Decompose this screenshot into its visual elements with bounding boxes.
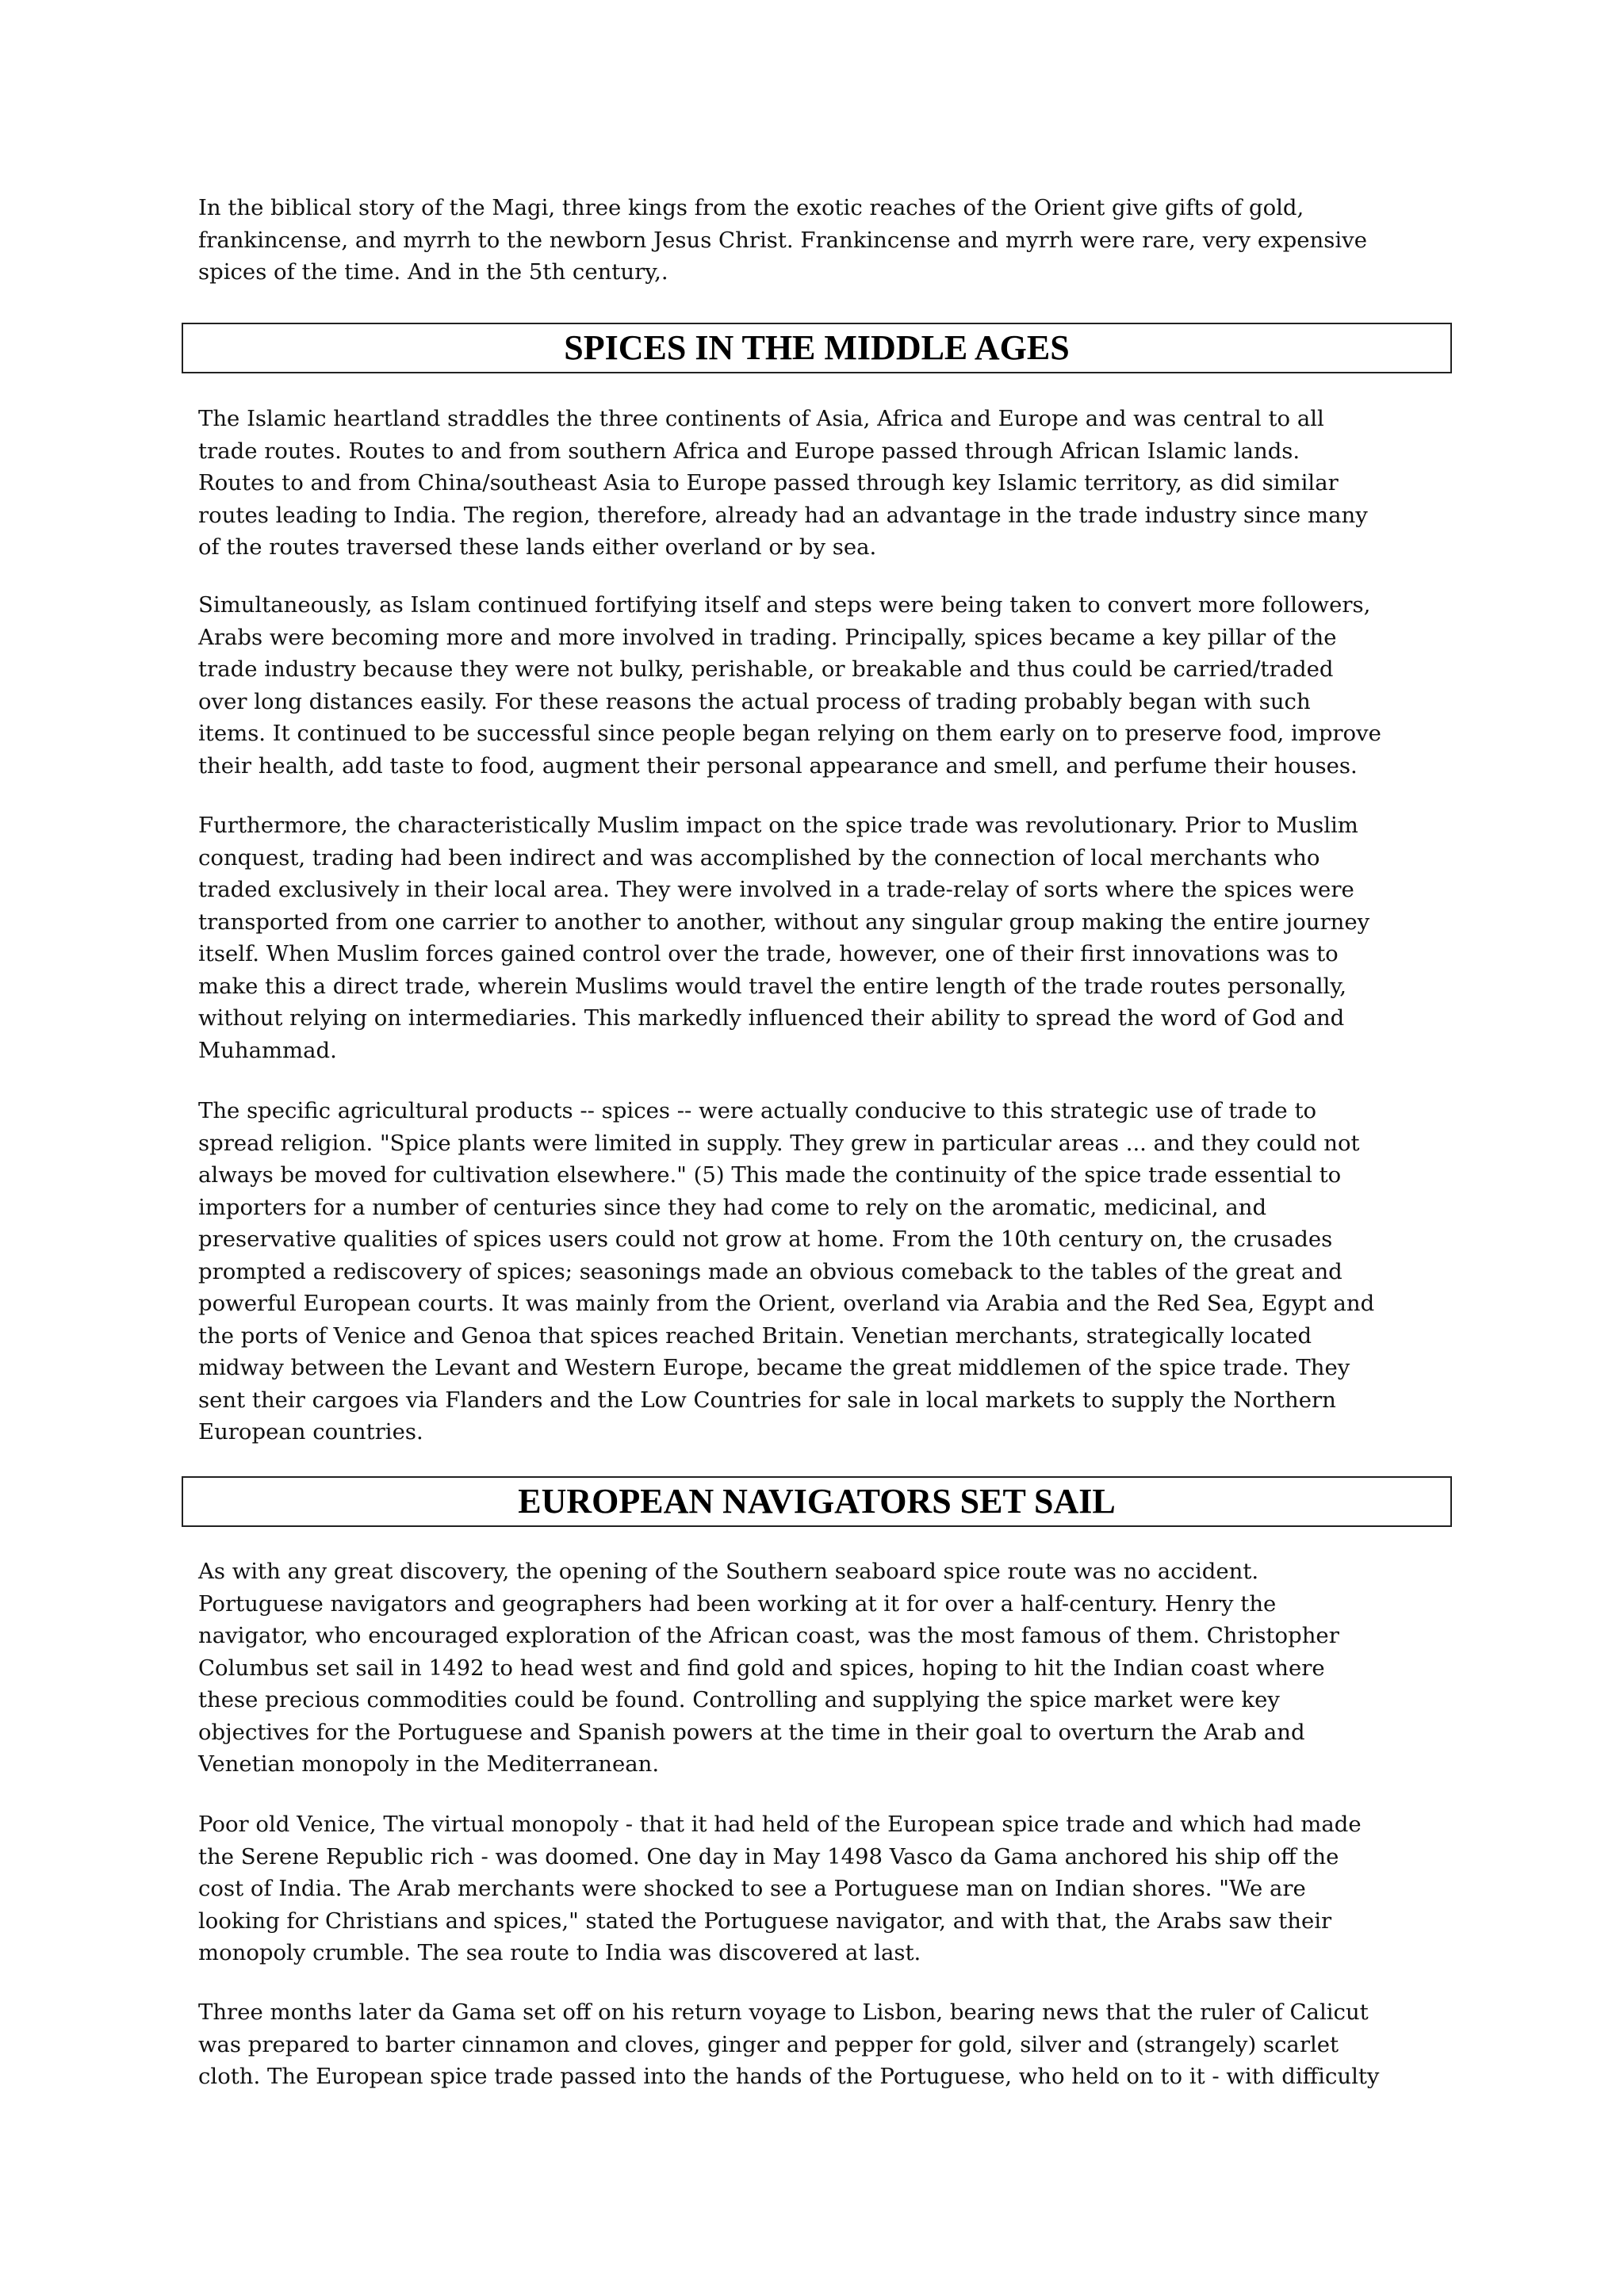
paragraph <box>198 809 1451 1066</box>
text-line: looking for Christians and spices," stated the Portuguese navigator, and with that, the Arabs saw their <box>198 1908 1332 1934</box>
section-heading-box <box>182 323 1452 373</box>
text-line: preservative qualities of spices users could not grow at home. From the 10th century on, the crusades <box>198 1226 1333 1252</box>
text-line: Simultaneously, as Islam continued fortifying itself and steps were being taken to convert more followers, <box>198 592 1371 618</box>
text-line: Poor old Venice, The virtual monopoly - that it had held of the European spice trade and which had made <box>198 1812 1362 1837</box>
paragraph <box>198 1996 1451 2093</box>
text-line: routes leading to India. The region, therefore, already had an advantage in the trade industry since many <box>198 502 1368 528</box>
text-line: Furthermore, the characteristically Muslim impact on the spice trade was revolutionary. Prior to Muslim <box>198 813 1358 838</box>
text-line: traded exclusively in their local area. They were involved in a trade-relay of sorts where the spices were <box>198 877 1354 902</box>
text-line: Venetian monopoly in the Mediterranean. <box>198 1751 660 1777</box>
text-line: conquest, trading had been indirect and was accomplished by the connection of local merchants who <box>198 844 1320 871</box>
text-line: the Serene Republic rich - was doomed. One day in May 1498 Vasco da Gama anchored his ship off the <box>198 1843 1339 1869</box>
text-line: was prepared to barter cinnamon and cloves, ginger and pepper for gold, silver and (strangely) scarlet <box>198 2031 1339 2057</box>
text-line: Muhammad. <box>198 1037 337 1063</box>
text-line: always be moved for cultivation elsewhere." (5) This made the continuity of the spice trade essential to <box>198 1162 1342 1188</box>
text-line: cloth. The European spice trade passed into the hands of the Portuguese, who held on to it - with difficulty <box>198 2064 1380 2089</box>
text-line: their health, add taste to food, augment their personal appearance and smell, and perfume their houses. <box>198 752 1358 779</box>
text-line: As with any great discovery, the opening of the Southern seaboard spice route was no accident. <box>198 1559 1259 1584</box>
text-line: cost of India. The Arab merchants were shocked to see a Portuguese man on Indian shores. "We are <box>198 1876 1306 1901</box>
paragraph <box>198 1808 1451 1969</box>
text-line: importers for a number of centuries since they had come to rely on the aromatic, medicinal, and <box>198 1194 1267 1220</box>
text-line: Portuguese navigators and geographers had been working at it for over a half-century. Henry the <box>198 1590 1277 1617</box>
text-line: spices of the time. And in the 5th century,. <box>198 259 668 285</box>
text-line: over long distances easily. For these reasons the actual process of trading probably began with such <box>198 688 1311 714</box>
text-line: itself. When Muslim forces gained control over the trade, however, one of their first innovations was to <box>198 941 1339 966</box>
text-line: frankincense, and myrrh to the newborn Jesus Christ. Frankincense and myrrh were rare, very expensive <box>198 227 1367 253</box>
paragraph <box>198 589 1451 782</box>
text-line: sent their cargoes via Flanders and the Low Countries for sale in local markets to supply the Northern <box>198 1387 1336 1413</box>
text-line: trade routes. Routes to and from southern Africa and Europe passed through African Islamic lands. <box>198 438 1300 464</box>
text-line: navigator, who encouraged exploration of the African coast, was the most famous of them. Christopher <box>198 1623 1339 1648</box>
text-line: Routes to and from China/southeast Asia to Europe passed through key Islamic territory, as did similar <box>198 470 1339 496</box>
text-line: In the biblical story of the Magi, three kings from the exotic reaches of the Orient give gifts of gold, <box>198 195 1304 220</box>
text-line: European countries. <box>198 1419 423 1445</box>
text-line: The specific agricultural products -- spices -- were actually conducive to this strategic use of trade to <box>198 1098 1317 1123</box>
text-line: transported from one carrier to another to another, without any singular group making the entire journey <box>198 909 1370 935</box>
text-line: powerful European courts. It was mainly from the Orient, overland via Arabia and the Red Sea, Egypt and <box>198 1291 1375 1316</box>
paragraph <box>198 403 1451 564</box>
text-line: items. It continued to be successful since people began relying on them early on to preserve food, improve <box>198 721 1381 746</box>
text-line: Arabs were becoming more and more involved in trading. Principally, spices became a key pillar of the <box>198 624 1337 650</box>
text-line: prompted a rediscovery of spices; seasonings made an obvious comeback to the tables of the great and <box>198 1258 1342 1284</box>
text-line: spread religion. "Spice plants were limited in supply. They grew in particular areas ... and they could not <box>198 1130 1360 1156</box>
text-line: monopoly crumble. The sea route to India was discovered at last. <box>198 1940 921 1965</box>
paragraph <box>198 1095 1451 1448</box>
text-line: The Islamic heartland straddles the three continents of Asia, Africa and Europe and was central to all <box>198 406 1324 431</box>
text-line: the ports of Venice and Genoa that spices reached Britain. Venetian merchants, strategically located <box>198 1322 1312 1349</box>
text-line: Three months later da Gama set off on his return voyage to Lisbon, bearing news that the ruler of Calicut <box>198 1999 1369 2025</box>
section-heading: SPICES IN THE MIDDLE AGES <box>564 328 1070 367</box>
text-line: trade industry because they were not bulky, perishable, or breakable and thus could be carried/traded <box>198 656 1334 682</box>
text-line: objectives for the Portuguese and Spanish powers at the time in their goal to overturn the Arab and <box>198 1719 1305 1745</box>
text-line: make this a direct trade, wherein Muslims would travel the entire length of the trade routes personally, <box>198 973 1346 999</box>
text-line: these precious commodities could be found. Controlling and supplying the spice market were key <box>198 1687 1280 1712</box>
text-line: without relying on intermediaries. This markedly influenced their ability to spread the word of God and <box>198 1005 1345 1031</box>
paragraph <box>198 1556 1451 1781</box>
intro-paragraph <box>198 192 1451 289</box>
text-line: midway between the Levant and Western Europe, became the great middlemen of the spice trade. They <box>198 1355 1350 1380</box>
section-heading-box <box>182 1476 1452 1527</box>
text-line: of the routes traversed these lands either overland or by sea. <box>198 534 877 560</box>
text-line: Columbus set sail in 1492 to head west and find gold and spices, hoping to hit the Indian coast where <box>198 1655 1325 1681</box>
section-heading: EUROPEAN NAVIGATORS SET SAIL <box>518 1482 1116 1521</box>
